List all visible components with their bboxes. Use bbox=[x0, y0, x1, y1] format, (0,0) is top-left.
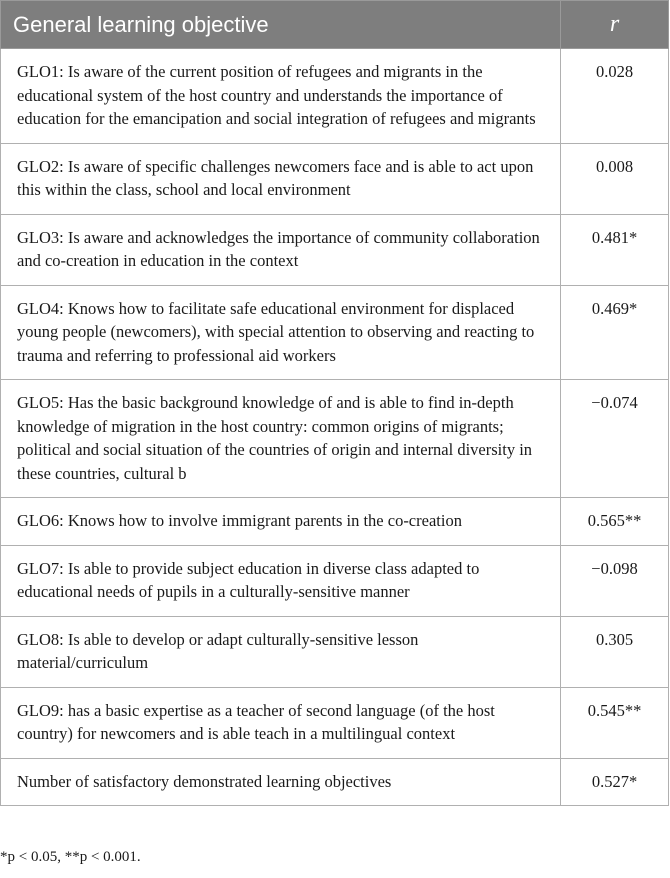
table-header-row bbox=[1, 1, 669, 49]
table-row bbox=[1, 545, 669, 616]
objective-cell: GLO2: Is aware of specific challenges newcomers face and is able to act upon this within the class, school and local environment bbox=[1, 143, 561, 214]
objective-cell: GLO5: Has the basic background knowledge of and is able to find in-depth knowledge of migration in the host country: common origins of migrants; political and social situation of the countries of origin and internal diversity in these countries, cultural b bbox=[1, 380, 561, 498]
table-row bbox=[1, 285, 669, 380]
objective-cell: GLO7: Is able to provide subject education in diverse class adapted to educational needs of pupils in a culturally-sensitive manner bbox=[1, 545, 561, 616]
r-value-cell: 0.008 bbox=[561, 143, 669, 214]
objective-cell: GLO8: Is able to develop or adapt culturally-sensitive lesson material/curriculum bbox=[1, 616, 561, 687]
table-row bbox=[1, 380, 669, 498]
r-value-cell: 0.545** bbox=[561, 687, 669, 758]
r-value-cell: −0.074 bbox=[561, 380, 669, 498]
header-r: r bbox=[561, 1, 669, 49]
table-footnote: *p < 0.05, **p < 0.001. bbox=[0, 849, 141, 865]
r-value-cell: 0.028 bbox=[561, 49, 669, 144]
objective-cell: GLO6: Knows how to involve immigrant parents in the co-creation bbox=[1, 498, 561, 546]
header-objective: General learning objective bbox=[1, 1, 561, 49]
objective-cell: GLO4: Knows how to facilitate safe educational environment for displaced young people (newcomers), with special attention to observing and reacting to trauma and referring to professional aid workers bbox=[1, 285, 561, 380]
r-value-cell: 0.469* bbox=[561, 285, 669, 380]
table-row bbox=[1, 143, 669, 214]
table-row bbox=[1, 498, 669, 546]
r-value-cell: −0.098 bbox=[561, 545, 669, 616]
objective-cell: Number of satisfactory demonstrated learning objectives bbox=[1, 758, 561, 806]
table-row bbox=[1, 758, 669, 806]
r-value-cell: 0.481* bbox=[561, 214, 669, 285]
table-row bbox=[1, 214, 669, 285]
r-value-cell: 0.565** bbox=[561, 498, 669, 546]
objective-cell: GLO9: has a basic expertise as a teacher of second language (of the host country) for newcomers and is able teach in a multilingual context bbox=[1, 687, 561, 758]
table-row bbox=[1, 616, 669, 687]
objective-cell: GLO3: Is aware and acknowledges the importance of community collaboration and co-creation in education in the context bbox=[1, 214, 561, 285]
objective-cell: GLO1: Is aware of the current position of refugees and migrants in the educational system of the host country and understands the importance of education for the emancipation and social integration of refugees and migrants bbox=[1, 49, 561, 144]
r-value-cell: 0.305 bbox=[561, 616, 669, 687]
table-row bbox=[1, 687, 669, 758]
r-value-cell: 0.527* bbox=[561, 758, 669, 806]
table-row bbox=[1, 49, 669, 144]
